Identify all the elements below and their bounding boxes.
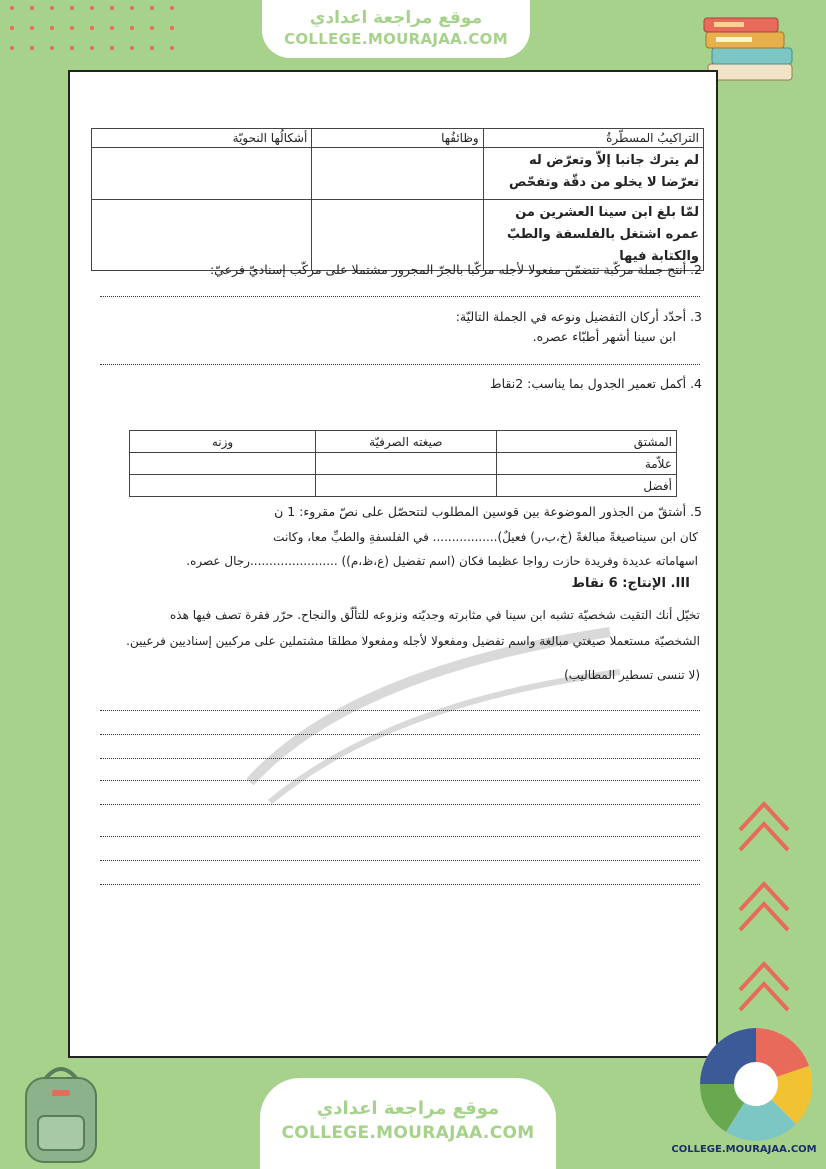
- dot: [30, 6, 34, 10]
- table1-header-functions: وظائفُها: [312, 129, 483, 148]
- dot: [130, 6, 134, 10]
- answer-line[interactable]: [100, 296, 700, 297]
- writing-line[interactable]: [100, 884, 700, 885]
- question-5: 5. أشتقّ من الجذور الموضوعة بين قوسين المطلوب لتتحصّل على نصّ مقروء: 1 ن: [274, 504, 702, 519]
- writing-line[interactable]: [100, 836, 700, 837]
- dot: [50, 26, 54, 30]
- dot: [110, 26, 114, 30]
- dot: [30, 26, 34, 30]
- table2-header-derived: المشتق: [496, 431, 677, 453]
- dot: [50, 46, 54, 50]
- site-logo-wheel[interactable]: [696, 1024, 816, 1144]
- chevron-up-icon: [734, 790, 794, 1050]
- dot: [150, 6, 154, 10]
- structures-table: [91, 128, 704, 271]
- question-3-sentence: ابن سينا أشهر أطبّاء عصره.: [532, 329, 676, 344]
- header-site-arabic: موقع مراجعة اعدادي: [309, 8, 483, 28]
- worksheet: [68, 70, 718, 1058]
- header-banner[interactable]: [262, 0, 530, 58]
- section-3-title: III. الإنتاج: 6 نقاط: [571, 576, 690, 591]
- table2-header-morph: صيغته الصرفيّة: [316, 431, 497, 453]
- dot: [70, 46, 74, 50]
- header-site-url[interactable]: COLLEGE.MOURAJAA.COM: [284, 30, 508, 48]
- note: (لا تنسى تسطير المطاليب): [564, 668, 700, 682]
- table2-header-pattern: وزنه: [130, 431, 316, 453]
- question-3: 3. أحدّد أركان التفضيل ونوعه في الجملة التاليّة:: [455, 309, 702, 324]
- table2-row1-morph[interactable]: [316, 453, 497, 475]
- dot: [170, 26, 174, 30]
- table2-row1-pattern[interactable]: [130, 453, 316, 475]
- table2-row2-morph[interactable]: [316, 475, 497, 497]
- table1-row1-form[interactable]: [92, 148, 312, 200]
- table2-row2-pattern[interactable]: [130, 475, 316, 497]
- dot: [130, 46, 134, 50]
- dot: [50, 6, 54, 10]
- question-5-text-line1: كان ابن سيناصيغةً مبالغةً (خ،ب،ر) فعيلٌ)................. في الفلسفةِ والطبِّ معا، وكانت: [273, 530, 698, 544]
- dot: [170, 6, 174, 10]
- footer-banner[interactable]: [260, 1078, 556, 1169]
- prompt-line1: تخيّل أنك التقيت شخصيّة تشبه ابن سينا في مثابرته وجديّته ونزوعه للتألّق والنجاح. حرّر فقرة تصف فيها هذه: [170, 608, 700, 622]
- dot: [10, 26, 14, 30]
- table2-row2-derived: أفضل: [496, 475, 677, 497]
- dot: [110, 6, 114, 10]
- question-2: 2. أنتج جملة مركّبة تتضمّن مفعولا لأجله مركّبا بالجرّ المجرور مشتملا على مركّب إسناديّ فرعيّ:: [209, 262, 702, 277]
- prompt-line2: الشخصيّة مستعملا صيغتي مبالغة واسم تفضيل ومفعولا لأجله ومفعولا مطلقا مشتملين على مركبين إسناديين فرعيين.: [126, 634, 700, 648]
- answer-line[interactable]: [100, 364, 700, 365]
- dot: [90, 26, 94, 30]
- dot: [150, 26, 154, 30]
- writing-line[interactable]: [100, 860, 700, 861]
- dot: [70, 6, 74, 10]
- question-4: 4. أكمل تعمير الجدول بما يناسب: 2نقاط: [490, 376, 702, 391]
- dot: [130, 26, 134, 30]
- table1-row1-function[interactable]: [312, 148, 483, 200]
- question-5-text-line2: اسهاماته عديدة وفريدة حازت رواجا عظيما فكان (اسم تفضيل (ع،ظ،م)) .......................رجال عصره.: [186, 554, 698, 568]
- dot: [90, 46, 94, 50]
- dot: [110, 46, 114, 50]
- dot: [30, 46, 34, 50]
- dot: [10, 6, 14, 10]
- footer-site-url[interactable]: COLLEGE.MOURAJAA.COM: [281, 1123, 535, 1143]
- watermark-stamp: [230, 612, 630, 812]
- logo-url[interactable]: COLLEGE.MOURAJAA.COM: [671, 1144, 817, 1155]
- table1-row2-form[interactable]: [92, 200, 312, 271]
- table2-row1-derived: علاّمة: [496, 453, 677, 475]
- backpack-icon: [16, 1060, 106, 1165]
- table1-row1-structure: لم يترك جانبا إلاّ وتعرّض له تعرّضا لا يخلو من دقّة وتفحّص: [483, 148, 703, 200]
- table1-header-structures: التراكيبُ المسطّرةُ: [483, 129, 703, 148]
- footer-site-arabic: موقع مراجعة اعدادي: [316, 1098, 500, 1119]
- dot: [10, 46, 14, 50]
- dot: [90, 6, 94, 10]
- dot: [170, 46, 174, 50]
- table1-row2-function[interactable]: [312, 200, 483, 271]
- table1-header-forms: أشكالُها النحويّة: [92, 129, 312, 148]
- dot: [70, 26, 74, 30]
- decorative-dots: [10, 6, 210, 56]
- table1-row2-structure: لمّا بلغ ابن سينا العشرين من عمره اشتغل بالفلسفة والطبّ والكتابة فيها: [483, 200, 703, 271]
- derivatives-table: [129, 430, 677, 497]
- dot: [150, 46, 154, 50]
